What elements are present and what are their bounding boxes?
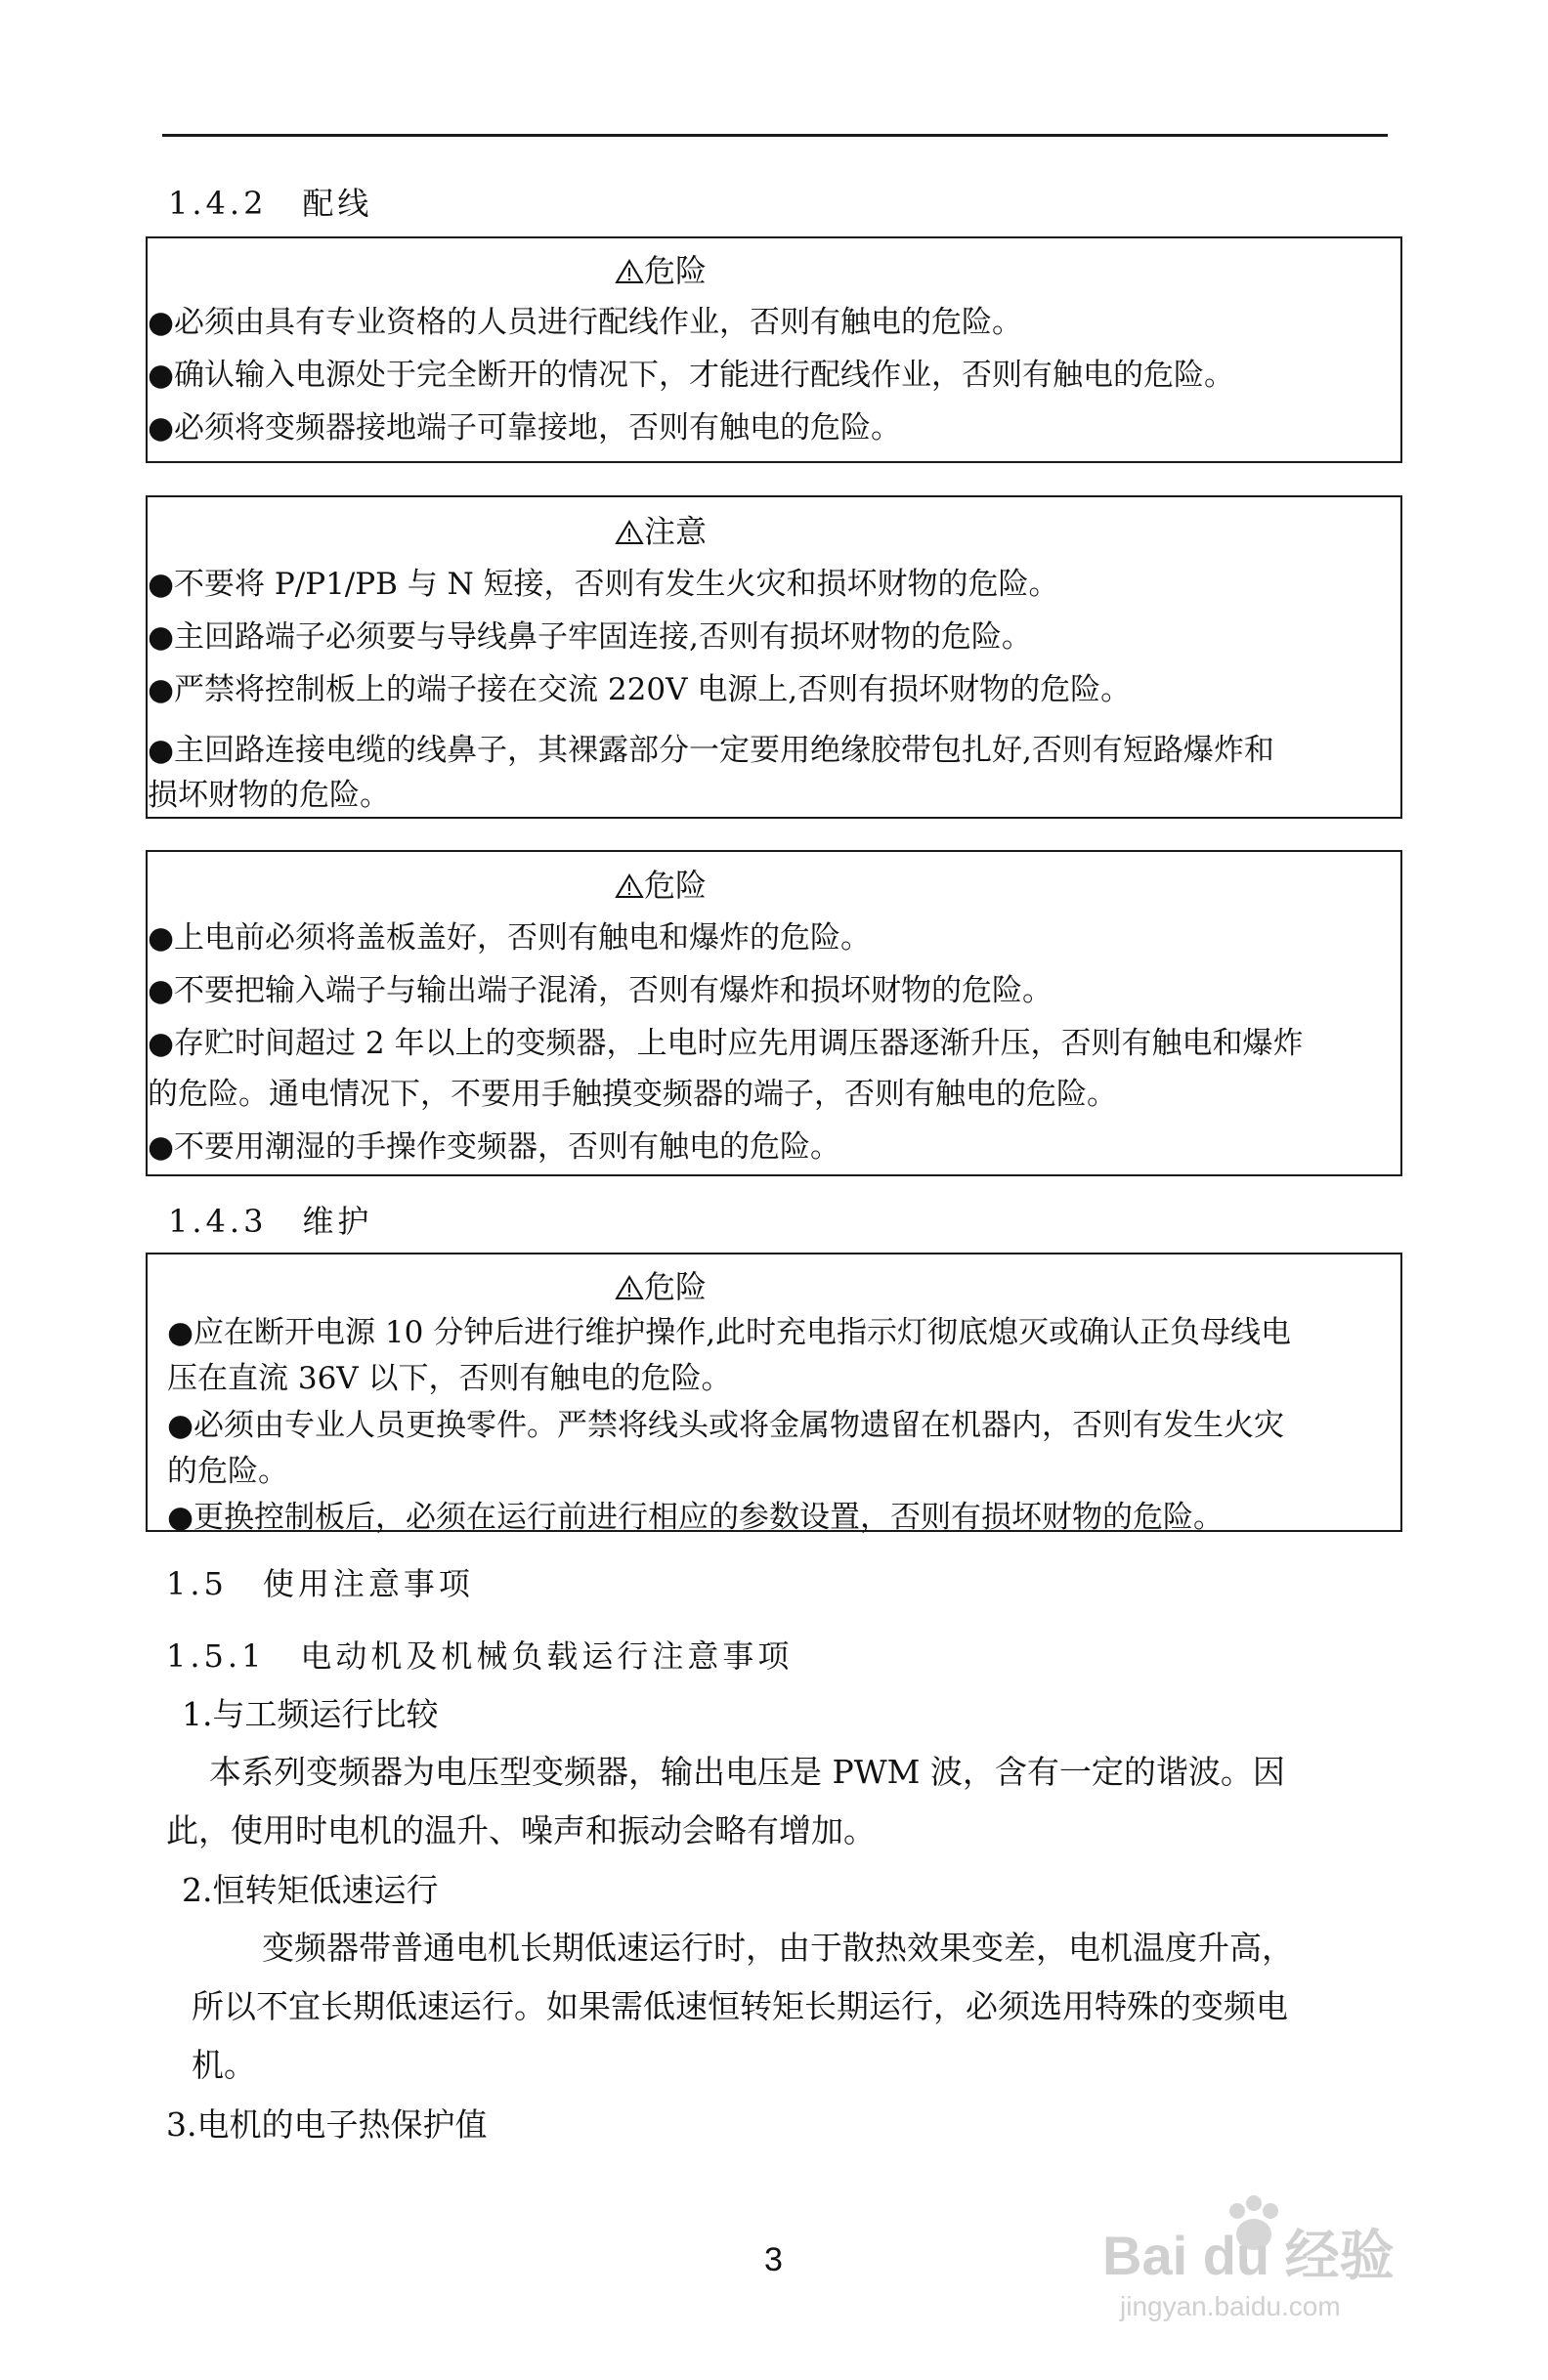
box-title-text: 危险	[644, 1268, 708, 1305]
section-heading-1-4-2: 1.4.2 配线	[168, 185, 373, 222]
paragraph-line: 变频器带普通电机长期低速运行时，由于散热效果变差，电机温度升高，	[262, 1929, 1294, 1967]
box-title-text: 注意	[644, 513, 708, 550]
box-title-text: 危险	[644, 252, 708, 289]
danger-box-wiring	[146, 236, 1402, 463]
page-number: 3	[764, 2241, 783, 2278]
box-line: ●必须由具有专业资格的人员进行配线作业，否则有触电的危险。	[148, 305, 1023, 340]
box-line: 的危险。通电情况下，不要用手触摸变频器的端子，否则有触电的危险。	[148, 1077, 1117, 1112]
box-line: ●更换控制板后，必须在运行前进行相应的参数设置，否则有损坏财物的危险。	[167, 1500, 1225, 1535]
paragraph-line: 所以不宜长期低速运行。如果需低速恒转矩长期运行，必须选用特殊的变频电	[192, 1987, 1288, 2025]
box-line: ●必须将变频器接地端子可靠接地，否则有触电的危险。	[148, 410, 902, 446]
box-line: ●必须由专业人员更换零件。严禁将线头或将金属物遗留在机器内，否则有发生火灾	[167, 1408, 1285, 1443]
section-heading-1-5-1: 1.5.1 电动机及机械负载运行注意事项	[166, 1637, 794, 1675]
box-line: 的危险。	[167, 1454, 288, 1489]
box-line: ●不要用潮湿的手操作变频器，否则有触电的危险。	[148, 1129, 841, 1165]
box-line: ●存贮时间超过 2 年以上的变频器，上电时应先用调压器逐渐升压，否则有触电和爆炸	[148, 1026, 1304, 1061]
warning-triangle-icon	[615, 873, 644, 899]
box-line: ●应在断开电源 10 分钟后进行维护操作,此时充电指示灯彻底熄灭或确认正负母线电	[167, 1315, 1292, 1350]
box-line: ●主回路端子必须要与导线鼻子牢固连接,否则有损坏财物的危险。	[148, 619, 1032, 655]
warning-triangle-icon	[615, 1275, 644, 1300]
box-line: ●确认输入电源处于完全断开的情况下，才能进行配线作业，否则有触电的危险。	[148, 358, 1235, 393]
watermark-url: jingyan.baidu.com	[1120, 2291, 1341, 2321]
warning-triangle-icon	[615, 259, 644, 284]
watermark-brand: Bai du 经验	[1102, 2225, 1395, 2286]
box-line: ●主回路连接电缆的线鼻子，其裸露部分一定要用绝缘胶带包扎好,否则有短路爆炸和	[148, 733, 1274, 768]
danger-box-power	[146, 850, 1402, 1176]
box-line: 损坏财物的危险。	[148, 778, 390, 813]
paragraph-line: 机。	[192, 2046, 256, 2084]
box-line: ●不要将 P/P1/PB 与 N 短接，否则有发生火灾和损坏财物的危险。	[148, 567, 1059, 602]
box-line: ●上电前必须将盖板盖好，否则有触电和爆炸的危险。	[148, 920, 872, 956]
danger-box-maintenance	[146, 1253, 1402, 1535]
warning-triangle-icon	[615, 520, 644, 545]
box-title	[615, 507, 707, 552]
watermark	[1102, 2184, 1435, 2330]
box-line: ●不要把输入端子与输出端子混淆，否则有爆炸和损坏财物的危险。	[148, 973, 1054, 1008]
header-rule	[162, 134, 1388, 137]
box-title	[615, 246, 707, 291]
paragraph-line: 本系列变频器为电压型变频器，输出电压是 PWM 波，含有一定的谐波。因	[209, 1753, 1285, 1791]
item-title: 3.电机的电子热保护值	[166, 2105, 488, 2144]
caution-box-wiring	[146, 495, 1402, 819]
paragraph-line: 此，使用时电机的温升、噪声和振动会略有增加。	[166, 1811, 876, 1849]
item-title: 2.恒转矩低速运行	[182, 1871, 439, 1909]
section-heading-1-5: 1.5 使用注意事项	[166, 1565, 474, 1602]
box-title	[615, 1262, 707, 1307]
box-line: 压在直流 36V 以下，否则有触电的危险。	[167, 1361, 732, 1396]
section-heading-1-4-3: 1.4.3 维护	[168, 1203, 373, 1240]
box-line: ●严禁将控制板上的端子接在交流 220V 电源上,否则有损坏财物的危险。	[148, 672, 1132, 707]
item-title: 1.与工频运行比较	[182, 1695, 439, 1733]
box-title-text: 危险	[644, 867, 708, 904]
box-title	[615, 861, 707, 906]
